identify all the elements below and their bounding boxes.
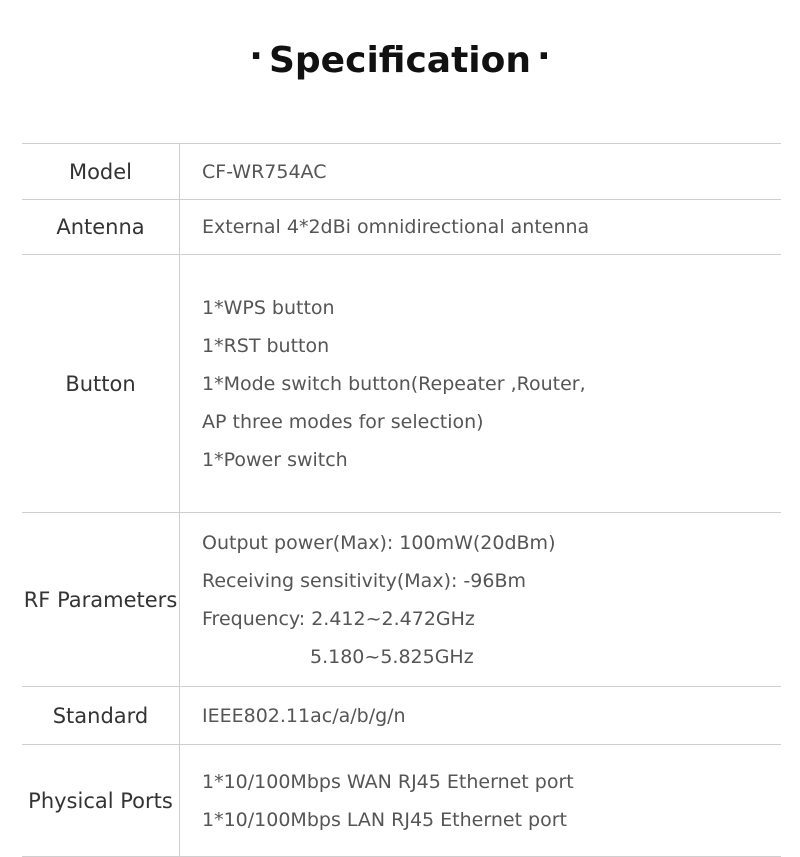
spec-value-line: External 4*2dBi omnidirectional antenna [202,216,590,238]
spec-label-physical-ports: Physical Ports [22,745,180,856]
spec-value-line: CF-WR754AC [202,160,327,183]
spec-row-physical-ports [22,745,781,857]
spec-row-antenna [22,200,781,255]
title-dot-left: · [249,36,263,77]
spec-label-rf-parameters: RF Parameters [22,513,180,686]
spec-value-line: 1*Mode switch button(Repeater ,Router, [202,372,586,395]
spec-value-line: 1*Power switch [202,448,348,471]
spec-value-line: Output power(Max): 100mW(20dBm) [202,531,556,554]
spec-value-standard [180,687,781,744]
spec-label-model: Model [22,144,180,199]
spec-value-button [180,255,781,512]
spec-label-standard: Standard [22,687,180,744]
spec-value-line: IEEE802.11ac/a/b/g/n [202,704,406,727]
spec-row-model [22,144,781,200]
spec-value-line: 1*RST button [202,334,330,357]
spec-row-button [22,255,781,513]
spec-table [22,143,781,857]
spec-value-antenna [180,200,781,254]
title-text: Specification [268,40,532,81]
title-dot-right: · [537,36,551,77]
spec-row-standard [22,687,781,745]
spec-value-line: 1*10/100Mbps WAN RJ45 Ethernet port [202,770,574,793]
spec-value-line: AP three modes for selection) [202,410,484,433]
spec-value-line: 1*10/100Mbps LAN RJ45 Ethernet port [202,808,568,831]
spec-label-antenna: Antenna [22,200,180,254]
spec-value-model [180,144,781,199]
spec-value-line: Receiving sensitivity(Max): -96Bm [202,569,526,592]
spec-value-physical-ports [180,745,781,856]
spec-row-rf-parameters [22,513,781,687]
spec-value-line: Frequency: 2.412~2.472GHz [202,607,475,630]
spec-value-line: 1*WPS button [202,296,335,319]
page-title [0,36,800,81]
spec-value-line: 5.180~5.825GHz [310,645,474,668]
spec-label-button: Button [22,255,180,512]
spec-value-rf-parameters [180,513,781,686]
